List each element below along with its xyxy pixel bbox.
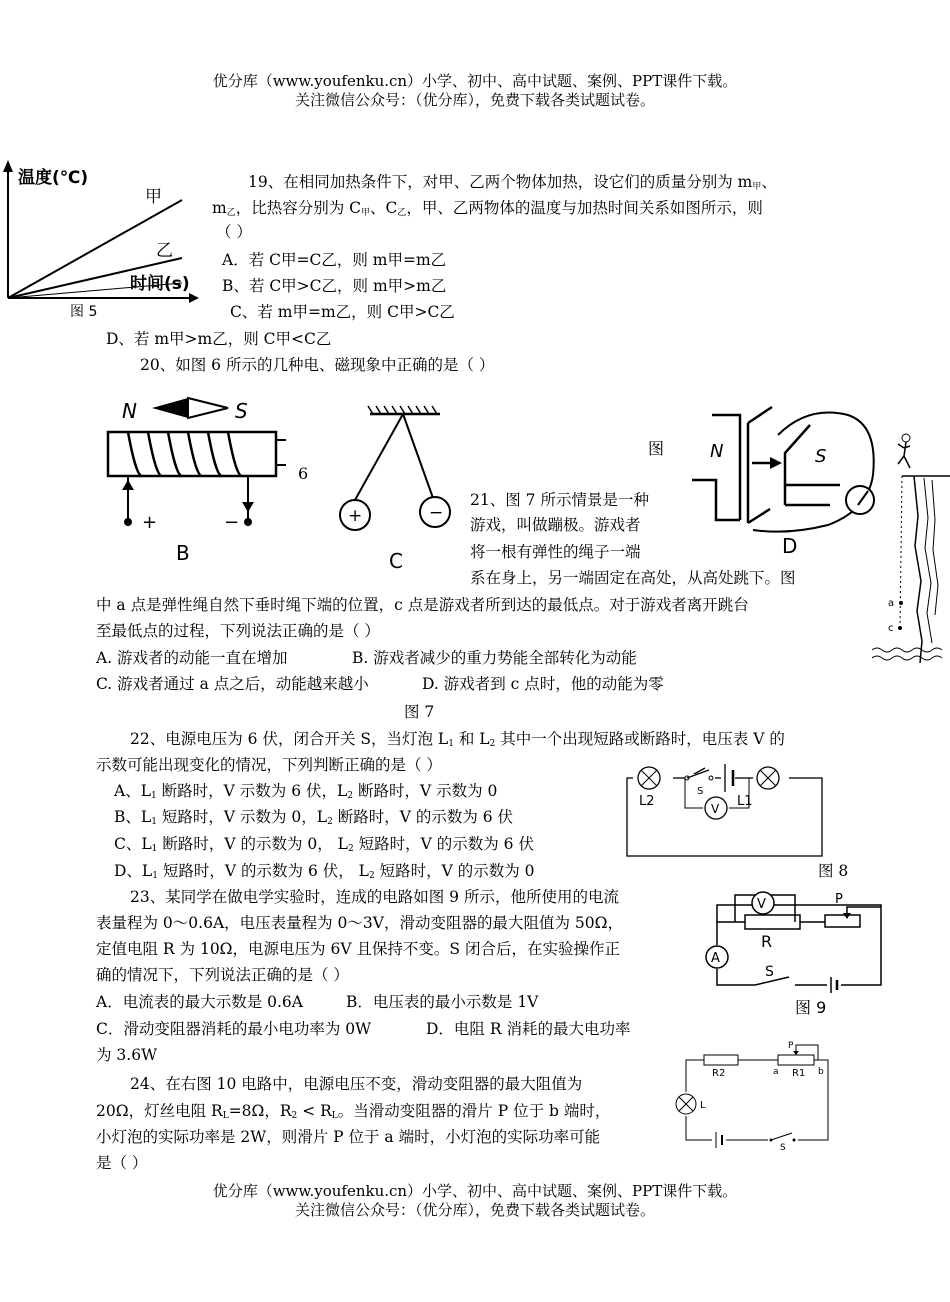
- fig5-line-b-label: 乙: [156, 241, 173, 261]
- q19-line-2: $m_乙$，比热容分别为 $C_甲$、$C_乙$，甲、乙两物体的温度与加热时间关系如图所示，则: [212, 199, 763, 218]
- q22-line-1: 22、电源电压为 6 伏，闭合开关 S，当灯泡 $L_1$ 和 $L_2$ 其中一个出现短路或断路时，电压表 V 的: [130, 730, 785, 749]
- q24-line-3: 小灯泡的实际功率是 2W，则滑片 P 位于 a 端时，小灯泡的实际功率可能: [96, 1128, 601, 1146]
- figure-6b-solenoid: [100, 390, 300, 570]
- header-line-1: 优分库（www.youfenku.cn）小学、初中、高中试题、案例、PPT课件下载。: [212, 72, 738, 90]
- fig7-point-c: c: [888, 623, 894, 634]
- figure-5-graph: [0, 158, 200, 323]
- q21-option-b: B. 游戏者减少的重力势能全部转化为动能: [352, 649, 637, 667]
- fig10-r2-label: R2: [712, 1068, 726, 1079]
- q23-option-d: D．电阻 R 消耗的最大电功率: [426, 1020, 631, 1038]
- fig6b-s-label: S: [235, 399, 248, 423]
- q21-line-3: 将一根有弹性的绳子一端: [470, 543, 641, 561]
- fig10-l-label: L: [700, 1100, 706, 1111]
- q22-option-b: B、$L_1$ 短路时，V 示数为 0，$L_2$ 断路时，V 的示数为 6 伏: [114, 808, 514, 827]
- q21-option-c: C. 游戏者通过 a 点之后，动能越来越小: [96, 675, 369, 693]
- q19-option-a: A．若 C甲=C乙，则 m甲=m乙: [222, 251, 447, 269]
- figure-6c-charged-balls: [325, 400, 465, 575]
- q19-line-3: （ ）: [216, 223, 252, 241]
- fig8-l1-label: L1: [737, 794, 753, 809]
- q19-option-d: D、若 m甲>m乙，则 C甲<C乙: [106, 330, 332, 348]
- q24-line-1: 24、在右图 10 电路中，电源电压不变，滑动变阻器的最大阻值为: [130, 1075, 583, 1093]
- q21-line-2: 游戏，叫做蹦极。游戏者: [470, 516, 641, 534]
- q21-line-5: 中 a 点是弹性绳自然下垂时绳下端的位置，c 点是游戏者所到达的最低点。对于游戏者离开跳台: [96, 596, 749, 614]
- q21-line-4: 系在身上，另一端固定在高处，从高处跳下。图: [470, 569, 796, 587]
- fig7-point-a: a: [888, 598, 895, 609]
- fig6d-n-label: N: [710, 441, 724, 462]
- q21-line-6: 至最低点的过程，下列说法正确的是（ ）: [96, 622, 380, 640]
- fig9-a-label: A: [711, 951, 720, 966]
- fig6-label: 图: [648, 439, 665, 458]
- q19-option-c: C、若 m甲=m乙，则 C甲>C乙: [230, 303, 455, 321]
- footer-line-1: 优分库（www.youfenku.cn）小学、初中、高中试题、案例、PPT课件下载。: [212, 1182, 738, 1200]
- q22-line-2: 示数可能出现变化的情况，下列判断正确的是（ ）: [96, 756, 442, 774]
- q23-line-3: 定值电阻 R 为 10Ω，电源电压为 6V 且保持不变。S 闭合后，在实验操作正: [96, 940, 620, 958]
- fig9-s-label: S: [765, 964, 774, 980]
- q19-line-1: 19、在相同加热条件下，对甲、乙两个物体加热，设它们的质量分别为 $m_甲$、: [248, 173, 777, 192]
- fig6b-option-label: B: [176, 541, 190, 565]
- fig6b-n-label: N: [122, 399, 137, 423]
- fig5-line-a-label: 甲: [145, 187, 162, 207]
- fig8-s-label: S: [697, 786, 704, 797]
- fig9-caption: 图 9: [795, 998, 827, 1017]
- fig5-xlabel: 时间(s): [130, 274, 190, 294]
- q21-line-1: 21、图 7 所示情景是一种: [470, 491, 649, 509]
- fig5-caption: 图 5: [70, 304, 98, 320]
- q24-line-4: 是（ ）: [96, 1154, 148, 1172]
- footer-line-2: 关注微信公众号：（优分库），免费下载各类试题试卷。: [294, 1201, 655, 1219]
- figure-8-circuit: [625, 760, 825, 860]
- fig8-l2-label: L2: [639, 794, 655, 809]
- q23-option-a: A．电流表的最大示数是 0.6A: [96, 993, 303, 1011]
- fig5-ylabel: 温度(℃): [18, 168, 89, 188]
- q21-option-a: A. 游戏者的动能一直在增加: [96, 649, 288, 667]
- q21-caption: 图 7: [404, 703, 435, 721]
- q23-line-4: 确的情况下，下列说法正确的是（ ）: [96, 966, 349, 984]
- fig6d-s-label: S: [815, 446, 827, 467]
- q23-line-2: 表量程为 0～0.6A，电压表量程为 0～3V，滑动变阻器的最大阻值为 50Ω，: [96, 914, 623, 932]
- fig6c-minus-label: −: [429, 503, 444, 523]
- q23-option-b: B．电压表的最小示数是 1V: [346, 993, 539, 1011]
- figure-6d-generator: [690, 405, 880, 560]
- q23-line-1: 23、某同学在做电学实验时，连成的电路如图 9 所示，他所使用的电流: [130, 888, 619, 906]
- fig9-r-label: R: [761, 932, 773, 951]
- q22-caption: 图 8: [818, 862, 849, 880]
- fig6d-option-label: D: [782, 534, 798, 558]
- q19-option-b: B、若 C甲>C乙，则 m甲>m乙: [222, 277, 447, 295]
- fig10-r1-label: R1: [792, 1068, 806, 1079]
- q24-line-2: 20Ω，灯丝电阻 $R_L=8\Omega$，$R_2 < R_L$。当滑动变阻器的滑片 P 位于 b 端时，: [96, 1102, 611, 1121]
- fig8-v-label: V: [711, 802, 720, 816]
- q23-option-d-cont: 为 3.6W: [96, 1046, 158, 1064]
- fig9-p-label: P: [835, 892, 843, 907]
- fig6c-option-label: C: [389, 549, 403, 573]
- q22-option-d: D、$L_1$ 短路时，V 的示数为 6 伏， $L_2$ 短路时，V 的示数为 0: [114, 862, 535, 881]
- figure-9-circuit: [705, 885, 895, 1020]
- fig6b-minus-label: −: [224, 512, 240, 533]
- fig10-s-label: S: [780, 1143, 786, 1152]
- q21-option-d: D. 游戏者到 c 点时，他的动能为零: [422, 675, 664, 693]
- figure-7-bungee: [872, 428, 950, 663]
- fig6-number: 6: [298, 464, 309, 483]
- header-line-2: 关注微信公众号：（优分库），免费下载各类试题试卷。: [294, 91, 655, 109]
- fig10-p-label: P: [788, 1041, 794, 1051]
- fig6c-plus-label: +: [348, 506, 363, 526]
- q22-option-c: C、$L_1$ 断路时，V 的示数为 0， $L_2$ 短路时，V 的示数为 6 伏: [114, 835, 534, 854]
- fig9-v-label: V: [757, 897, 766, 912]
- fig6b-plus-label: +: [142, 512, 158, 533]
- q22-option-a: A、$L_1$ 断路时，V 示数为 6 伏，$L_2$ 断路时，V 示数为 0: [114, 782, 498, 801]
- fig10-b-label: b: [818, 1067, 824, 1077]
- figure-10-circuit: [668, 1040, 838, 1152]
- q20-question: 20、如图 6 所示的几种电、磁现象中正确的是（ ）: [140, 356, 495, 374]
- q23-option-c: C．滑动变阻器消耗的最小电功率为 0W: [96, 1020, 372, 1038]
- fig10-a-label: a: [773, 1067, 779, 1077]
